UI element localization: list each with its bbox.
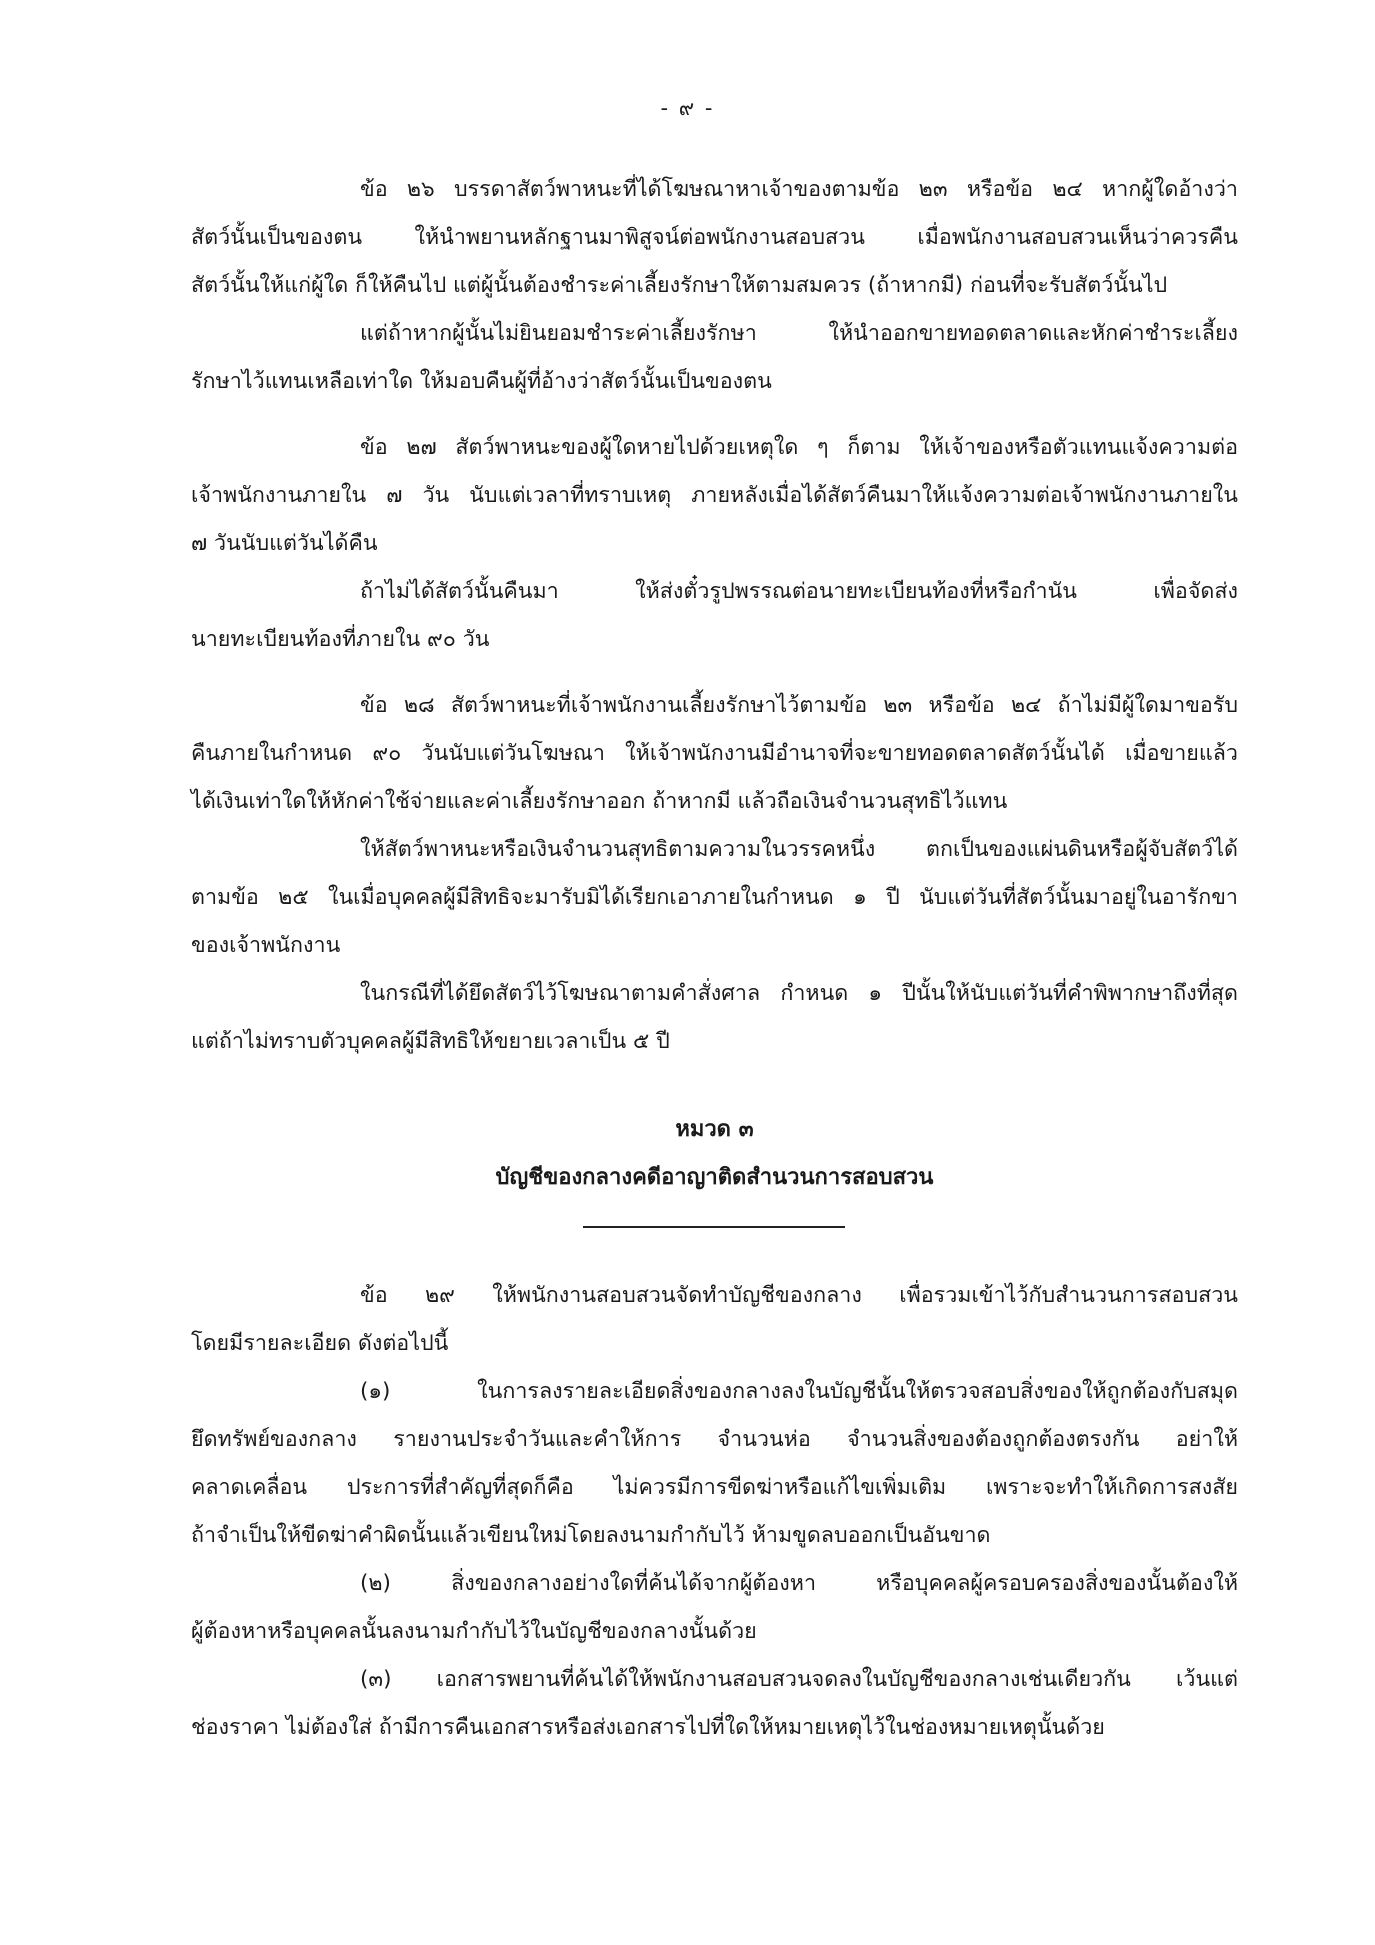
text-line: โดยมีรายละเอียด ดังต่อไปนี้ [191, 1331, 449, 1356]
text-line: คลาดเคลื่อน ประการที่สำคัญที่สุดก็คือ ไม่ควรมีการขีดฆ่าหรือแก้ไขเพิ่มเติม เพราะจะทำให้เกิดการสงสัย [191, 1475, 1238, 1500]
text-line: สัตว์นั้นเป็นของตน ให้นำพยานหลักฐานมาพิสูจน์ต่อพนักงานสอบสวน เมื่อพนักงานสอบสวนเห็นว่าควรคืน [191, 225, 1238, 250]
text-line: (๓) เอกสารพยานที่ค้นได้ให้พนักงานสอบสวนจดลงในบัญชีของกลางเช่นเดียวกัน เว้นแต่ [360, 1667, 1238, 1692]
text-line: นายทะเบียนท้องที่ภายใน ๙๐ วัน [191, 627, 490, 652]
paragraph-gap [191, 664, 1238, 682]
text-line: แต่ถ้าหากผู้นั้นไม่ยินยอมชำระค่าเลี้ยงรักษา ให้นำออกขายทอดตลาดและหักค่าชำระเลี้ยง [360, 321, 1238, 346]
text-line: ให้สัตว์พาหนะหรือเงินจำนวนสุทธิตามความในวรรคหนึ่ง ตกเป็นของแผ่นดินหรือผู้จับสัตว์ได้ [360, 837, 1238, 862]
page-number: - ๙ - [660, 96, 715, 120]
text-line: ข้อ ๒๖ บรรดาสัตว์พาหนะที่ได้โฆษณาหาเจ้าของตามข้อ ๒๓ หรือข้อ ๒๔ หากผู้ใดอ้างว่า [360, 177, 1238, 202]
document-body [191, 166, 1238, 1752]
clause-29 [191, 1272, 1238, 1752]
text-line: สัตว์นั้นให้แก่ผู้ใด ก็ให้คืนไป แต่ผู้นั้นต้องชำระค่าเลี้ยงรักษาให้ตามสมควร (ถ้าหากมี) ก่อนที่จะรับสัตว์นั้นไป [191, 273, 1168, 298]
clause-26 [191, 166, 1238, 406]
text-line: ในกรณีที่ได้ยึดสัตว์ไว้โฆษณาตามคำสั่งศาล กำหนด ๑ ปีนั้นให้นับแต่วันที่คำพิพากษาถึงที่สุด [360, 981, 1238, 1006]
text-line: ๗ วันนับแต่วันได้คืน [191, 531, 378, 556]
text-line: ข้อ ๒๘ สัตว์พาหนะที่เจ้าพนักงานเลี้ยงรักษาไว้ตามข้อ ๒๓ หรือข้อ ๒๔ ถ้าไม่มีผู้ใดมาขอรับ [360, 693, 1238, 718]
text-line: คืนภายในกำหนด ๙๐ วันนับแต่วันโฆษณา ให้เจ้าพนักงานมีอำนาจที่จะขายทอดตลาดสัตว์นั้นได้ เมื่อขายแล้ว [191, 741, 1238, 766]
paragraph-gap [191, 406, 1238, 424]
text-line: ข้อ ๒๗ สัตว์พาหนะของผู้ใดหายไปด้วยเหตุใด ๆ ก็ตาม ให้เจ้าของหรือตัวแทนแจ้งความต่อ [360, 435, 1238, 460]
text-line: ยึดทรัพย์ของกลาง รายงานประจำวันและคำให้การ จำนวนห่อ จำนวนสิ่งของต้องถูกต้องตรงกัน อย่าให้ [191, 1427, 1238, 1452]
text-line: ถ้าไม่ได้สัตว์นั้นคืนมา ให้ส่งตั๋วรูปพรรณต่อนายทะเบียนท้องที่หรือกำนัน เพื่อจัดส่ง [360, 579, 1238, 604]
horizontal-rule [583, 1226, 845, 1228]
text-line: รักษาไว้แทนเหลือเท่าใด ให้มอบคืนผู้ที่อ้างว่าสัตว์นั้นเป็นของตน [191, 369, 772, 394]
section-gap [191, 1066, 1238, 1106]
text-line: (๑) ในการลงรายละเอียดสิ่งของกลางลงในบัญชีนั้นให้ตรวจสอบสิ่งของให้ถูกต้องกับสมุด [360, 1379, 1238, 1404]
text-line: (๒) สิ่งของกลางอย่างใดที่ค้นได้จากผู้ต้องหา หรือบุคคลผู้ครอบครองสิ่งของนั้นต้องให้ [360, 1571, 1238, 1596]
text-line: ตามข้อ ๒๕ ในเมื่อบุคคลผู้มีสิทธิจะมารับมิได้เรียกเอาภายในกำหนด ๑ ปี นับแต่วันที่สัตว์นั้นมาอยู่ในอารักขา [191, 885, 1238, 910]
text-line: ข้อ ๒๙ ให้พนักงานสอบสวนจัดทำบัญชีของกลาง เพื่อรวมเข้าไว้กับสำนวนการสอบสวน [360, 1283, 1238, 1308]
clause-28 [191, 682, 1238, 1066]
text-line: แต่ถ้าไม่ทราบตัวบุคคลผู้มีสิทธิให้ขยายเวลาเป็น ๕ ปี [191, 1029, 670, 1054]
chapter-label: หมวด ๓ [675, 1117, 754, 1142]
text-line: ได้เงินเท่าใดให้หักค่าใช้จ่ายและค่าเลี้ยงรักษาออก ถ้าหากมี แล้วถือเงินจำนวนสุทธิไว้แทน [191, 789, 1008, 814]
chapter-title: บัญชีของกลางคดีอาญาติดสำนวนการสอบสวน [495, 1165, 934, 1190]
text-line: ผู้ต้องหาหรือบุคคลนั้นลงนามกำกับไว้ในบัญชีของกลางนั้นด้วย [191, 1619, 757, 1644]
text-line: ช่องราคา ไม่ต้องใส่ ถ้ามีการคืนเอกสารหรือส่งเอกสารไปที่ใดให้หมายเหตุไว้ในช่องหมายเหตุนั้นด้วย [191, 1715, 1105, 1740]
text-line: ถ้าจำเป็นให้ขีดฆ่าคำผิดนั้นแล้วเขียนใหม่โดยลงนามกำกับไว้ ห้ามขูดลบออกเป็นอันขาด [191, 1523, 991, 1548]
text-line: เจ้าพนักงานภายใน ๗ วัน นับแต่เวลาที่ทราบเหตุ ภายหลังเมื่อได้สัตว์คืนมาให้แจ้งความต่อเจ้าพนักงานภายใน [191, 483, 1238, 508]
clause-27 [191, 424, 1238, 664]
text-line: ของเจ้าพนักงาน [191, 933, 341, 958]
heading-divider [191, 1202, 1238, 1272]
